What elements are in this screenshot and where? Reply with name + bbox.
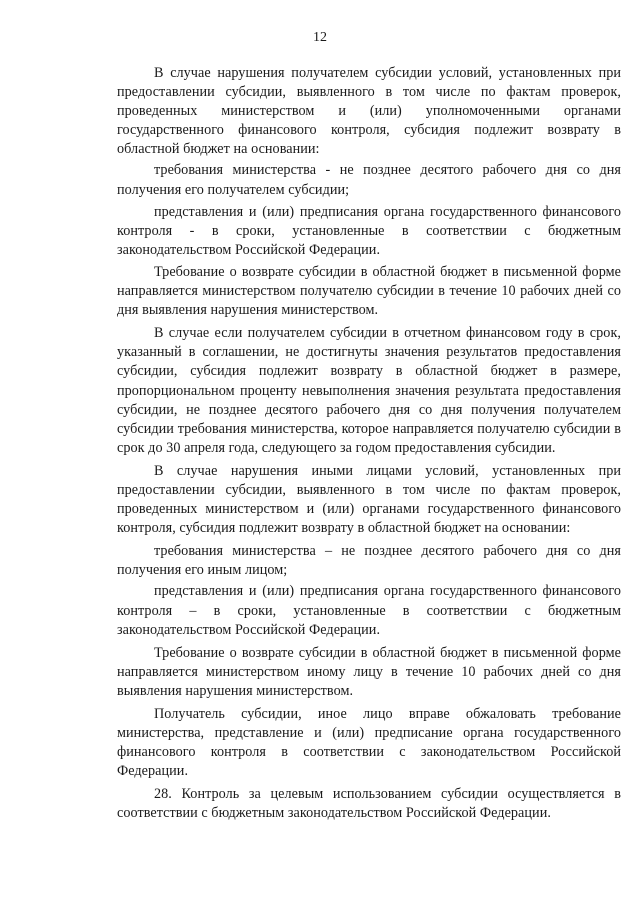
paragraph: В случае нарушения получателем субсидии условий, установленных при предоставлении субсидии, выявленного в том числе по фактам проверок, проведенных министерством и (или) уполномоченными органами государственного финансового контроля, субсидия подлежит возврату в областной бюджет на основании: [117, 65, 621, 158]
paragraph: Требование о возврате субсидии в областной бюджет в письменной форме направляется министерством иному лицу в течение 10 рабочих дней со дня выявления нарушения министерством. [117, 644, 621, 699]
paragraph: 28. Контроль за целевым использованием субсидии осуществляется в соответствии с бюджетным законодательством Российской Федерации. [117, 786, 621, 822]
paragraph: представления и (или) предписания органа государственного финансового контроля – в сроки, установленные в соответствии с бюджетным законодательством Российской Федерации. [117, 583, 621, 638]
document-body [117, 64, 621, 824]
paragraph: представления и (или) предписания органа государственного финансового контроля - в сроки, установленные в соответствии с бюджетным законодательством Российской Федерации. [117, 203, 621, 258]
paragraph: Требование о возврате субсидии в областной бюджет в письменной форме направляется министерством получателю субсидии в течение 10 рабочих дней со дня выявления нарушения министерством. [117, 263, 621, 319]
paragraph: требования министерства – не позднее десятого рабочего дня со дня получения его иным лицом; [117, 543, 621, 579]
paragraph: требования министерства - не позднее десятого рабочего дня со дня получения его получателем субсидии; [117, 162, 621, 198]
paragraph: В случае нарушения иными лицами условий, установленных при предоставлении субсидии, выявленного в том числе по фактам проверок, проведенных министерством и (или) органами государственного финансового контроля, субсидия подлежит возврату в областной бюджет на основании: [117, 462, 621, 537]
paragraph: Получатель субсидии, иное лицо вправе обжаловать требование министерства, представление и (или) предписание органа государственного финансового контроля в соответствии с законодательством Российской Федерации. [117, 706, 621, 780]
page-number: 12 [313, 30, 327, 45]
paragraph: В случае если получателем субсидии в отчетном финансовом году в срок, указанный в соглашении, не достигнуты значения результатов предоставления субсидии, субсидия подлежит возврату в областной бюджет в размере, пропорциональном проценту невыполнения значения результата предоставления субсидии, не позднее десятого рабочего дня со дня получения получателем субсидии требования министерства, которое направляется получателю субсидии в срок до 30 апреля года, следующего за годом предоставления субсидии. [117, 325, 621, 456]
